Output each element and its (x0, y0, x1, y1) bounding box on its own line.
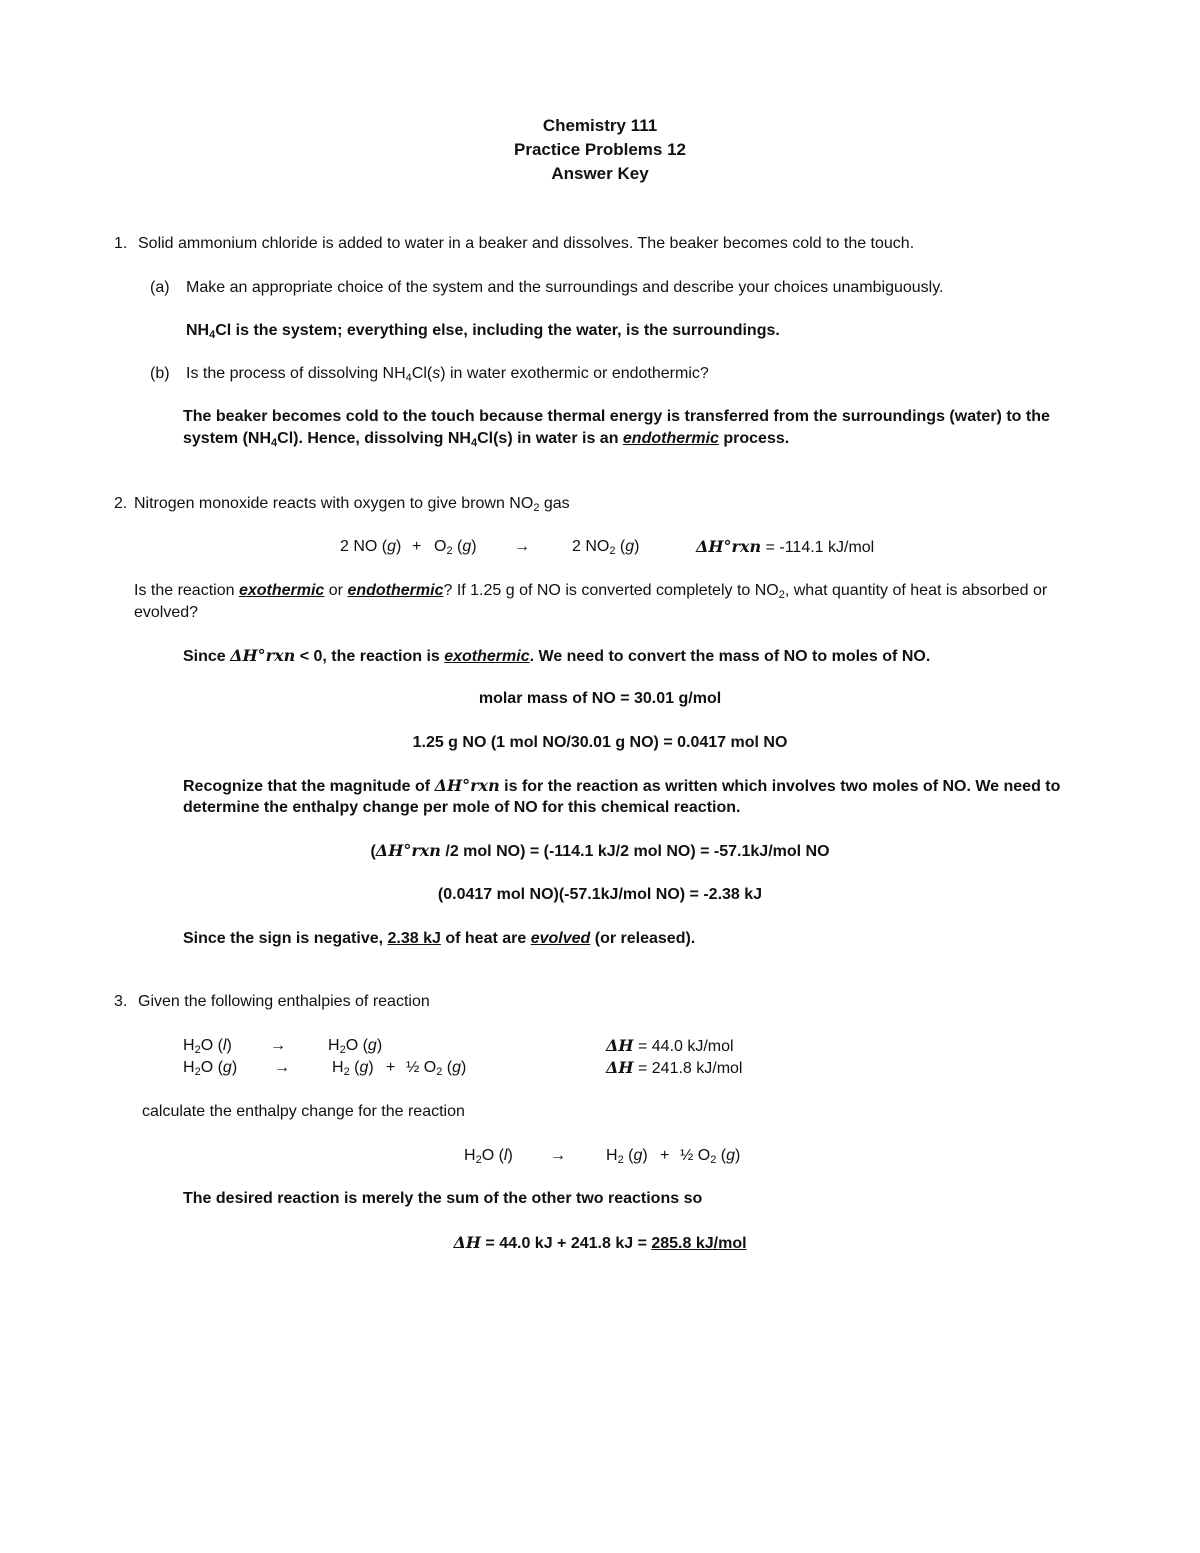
q1b-answer-line1: The beaker becomes cold to the touch because thermal energy is transferred from the surroundings (water) to the (183, 408, 1050, 425)
q2-eq-arrow: → (514, 538, 530, 555)
q3-rxn2-rhs1: $H_2$ (g) (332, 1059, 374, 1078)
q3-number: 3. (114, 993, 128, 1010)
course-title: Chemistry 111 (542, 116, 658, 135)
q2-question-line2: evolved? (134, 604, 199, 621)
q2-answer-sign: Since ΔH°rxn < 0, the reaction is exothermic. We need to convert the mass of NO to moles of NO. (183, 646, 931, 665)
q3-desired: The desired reaction is merely the sum of the other two reactions so (183, 1190, 703, 1207)
q1b-answer-line2: system $(NH_4Cl)$. Hence, dissolving $NH_4Cl(s)$ in water is an endothermic process. (183, 430, 790, 449)
q3-target-plus: + (660, 1147, 670, 1164)
q1a-label: (a) (150, 279, 170, 296)
q3-rxn2-enthalpy: ΔH = 241.8 kJ/mol (606, 1058, 743, 1077)
q2-eq-product: 2 $NO_2$ (g) (572, 538, 640, 557)
q2-question-line1: Is the reaction exothermic or endothermic? If 1.25 g of NO is converted completely to $NO_2$, what quantity of heat is absorbed or (134, 582, 1048, 601)
q2-heat-calc: (0.0417 mol NO)(-57.1kJ/mol NO) = -2.38 kJ (437, 886, 763, 903)
q3-target-rhs2: ½ $O_2$ (g) (680, 1147, 741, 1166)
q2-eq-reactant2: $O_2$ (g) (434, 538, 477, 557)
q3-rxn1-rhs: $H_2O$ (g) (328, 1037, 383, 1056)
q1-stem: Solid ammonium chloride is added to water in a beaker and dissolves. The beaker becomes cold to the touch. (138, 235, 915, 252)
q3-rxn2-arrow: → (274, 1059, 290, 1076)
document-subtitle: Answer Key (551, 164, 649, 183)
q3-rxn2-rhs2: ½ $O_2$ (g) (406, 1059, 467, 1078)
q2-eq-plus: + (412, 538, 422, 555)
q1b-label: (b) (150, 365, 170, 382)
q3-rxn2-plus: + (386, 1059, 396, 1076)
q3-target-rhs1: $H_2$ (g) (606, 1147, 648, 1166)
q2-final-answer: Since the sign is negative, 2.38 kJ of heat are evolved (or released). (183, 930, 696, 947)
q2-eq-enthalpy: ΔH°rxn = -114.1 kJ/mol (696, 537, 875, 556)
q1a-question: Make an appropriate choice of the system and the surroundings and describe your choices unambiguously. (186, 279, 944, 296)
q3-target-lhs: $H_2O$ (l) (464, 1147, 513, 1166)
q1-number: 1. (114, 235, 128, 252)
q3-sum: ΔH = 44.0 kJ + 241.8 kJ = 285.8 kJ/mol (453, 1233, 747, 1252)
q2-eq-reactant1: 2 NO (g) (340, 538, 402, 555)
q3-rxn2-lhs: $H_2O$ (g) (183, 1059, 238, 1078)
q2-recognize-line2: determine the enthalpy change per mole of NO for this chemical reaction. (183, 799, 741, 816)
q3-stem: Given the following enthalpies of reaction (138, 993, 430, 1010)
q2-per-mole: (ΔH°rxn /2 mol NO) = (-114.1 kJ/2 mol NO) = -57.1kJ/mol NO (370, 841, 830, 860)
q2-moles: 1.25 g NO (1 mol NO/30.01 g NO) = 0.0417 mol NO (412, 734, 788, 751)
q3-rxn1-lhs: $H_2O$ (l) (183, 1037, 232, 1056)
q3-rxn1-arrow: → (270, 1037, 286, 1054)
q3-calc-prompt: calculate the enthalpy change for the reaction (142, 1103, 465, 1120)
q3-rxn1-enthalpy: ΔH = 44.0 kJ/mol (606, 1036, 734, 1055)
q3-target-arrow: → (550, 1147, 566, 1164)
q2-stem: Nitrogen monoxide reacts with oxygen to give brown $NO_2$ gas (134, 495, 570, 514)
document-title: Practice Problems 12 (514, 140, 686, 159)
q2-molar-mass: molar mass of NO = 30.01 g/mol (478, 690, 722, 707)
q1b-question: Is the process of dissolving $NH_4Cl(s)$ in water exothermic or endothermic? (186, 365, 709, 384)
q2-recognize-line1: Recognize that the magnitude of ΔH°rxn is for the reaction as written which involves two moles of NO. We need to (183, 776, 1061, 795)
q2-number: 2. (114, 495, 128, 512)
q1a-answer: $NH_4Cl$ is the system; everything else, including the water, is the surroundings. (186, 322, 780, 341)
